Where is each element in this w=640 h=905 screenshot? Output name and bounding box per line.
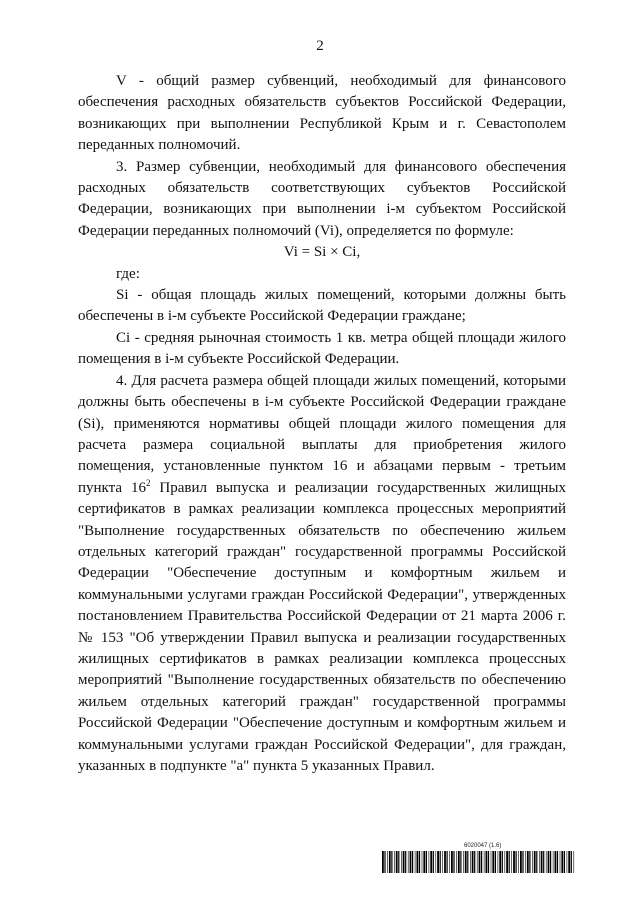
barcode-bar [440, 851, 441, 873]
superscript-2: 2 [145, 477, 151, 488]
barcode-bar [509, 851, 510, 873]
barcode-bar [449, 851, 450, 873]
barcode-bar [557, 851, 558, 873]
barcode-bar [486, 851, 488, 873]
barcode-bar [571, 851, 572, 873]
barcode-bar [419, 851, 420, 873]
barcode-bar [527, 851, 529, 873]
barcode-bar [536, 851, 537, 873]
barcode-bar [382, 851, 384, 873]
paragraph-4-text-part2: Правил выпуска и реализации государственных жилищных сертификатов в рамках реализации комплекса процессных мероприятий "Выполнение государственных обязательств по обеспечению жильем отдельных категорий граждан" государственной программы Российской Федерации "Обеспечение доступным и комфортным жильем и коммунальными услугами граждан Российской Федерации", утвержденных постановлением Правительства Российской Федерации от 21 марта 2006 г. № 153 "Об утверждении Правил выпуска и реализации государственных жилищных сертификатов в рамках реализации комплекса процессных мероприятий "Выполнение государственных обязательств по обеспечению жильем отдельных категорий граждан" государственной программы Российской Федерации "Обеспечение доступным и комфортным жильем и коммунальными услугами граждан Российской Федерации", для граждан, указанных в подпункте "а" пункта 5 указанных Правил. [78, 479, 566, 774]
barcode-bar [525, 851, 526, 873]
barcode-bar [506, 851, 508, 873]
barcode-bar [451, 851, 453, 873]
barcode-bar [396, 851, 398, 873]
definition-si: Si - общая площадь жилых помещений, которыми должны быть обеспечены в i-м субъекте Российской Федерации граждане; [78, 287, 566, 325]
barcode-bar [574, 851, 575, 873]
document-code: 6020047 (1.6) [464, 843, 502, 849]
barcode-bar [555, 851, 557, 873]
barcode-bar [436, 851, 437, 873]
barcode-bar [518, 851, 519, 873]
barcode-bar [405, 851, 406, 873]
definition-ci: Ci - средняя рыночная стоимость 1 кв. метра общей площади жилого помещения в i-м субъекте Российской Федерации. [78, 329, 566, 368]
barcode-bar [467, 851, 468, 873]
barcode-bar [437, 851, 439, 873]
barcode-bar [398, 851, 399, 873]
barcode-bar [429, 851, 430, 873]
barcode-bar [417, 851, 419, 873]
barcode-bar [433, 851, 434, 873]
barcode-bar [470, 851, 471, 873]
barcode-bar [560, 851, 561, 873]
paragraph-v-definition: V - общий размер субвенций, необходимый для финансового обеспечения расходных обязательств субъектов Российской Федерации, возникающих при выполнении Республикой Крым и г. Севастополем переданных полномочий. [78, 73, 566, 154]
barcode-bar [410, 851, 412, 873]
barcode-bar [391, 851, 392, 873]
barcode-bar [389, 851, 391, 873]
barcode-bar [408, 851, 409, 873]
barcode-bar [412, 851, 413, 873]
barcode-bar [430, 851, 432, 873]
barcode-bar [463, 851, 464, 873]
barcode-bar [401, 851, 402, 873]
barcode-bar [541, 851, 543, 873]
barcode-bar [477, 851, 478, 873]
barcode-bar [553, 851, 554, 873]
barcode-bar [539, 851, 540, 873]
barcode-bar [442, 851, 443, 873]
barcode-bar [564, 851, 565, 873]
barcode-bar [491, 851, 492, 873]
barcode-bar [568, 851, 570, 873]
barcode-bar [458, 851, 460, 873]
barcode-bar [384, 851, 385, 873]
barcode-bar [456, 851, 457, 873]
barcode-bar [479, 851, 481, 873]
page-number: 2 [316, 38, 324, 54]
barcode-bar [488, 851, 489, 873]
barcode-bar [520, 851, 522, 873]
barcode-bar [423, 851, 425, 873]
document-body [78, 71, 566, 777]
barcode-bar [513, 851, 515, 873]
barcode-bar [484, 851, 485, 873]
barcode-bar [511, 851, 512, 873]
formula: Vi = Si × Ci, [283, 244, 361, 261]
barcode-bar [472, 851, 474, 873]
barcode-bar [474, 851, 475, 873]
barcode-bar [492, 851, 494, 873]
barcode-bar [534, 851, 536, 873]
barcode-bar [481, 851, 482, 873]
barcode-bar [522, 851, 523, 873]
barcode-bar [403, 851, 405, 873]
barcode-bar [561, 851, 563, 873]
barcode-bar [499, 851, 501, 873]
barcode-bar [387, 851, 388, 873]
barcode-bar [502, 851, 503, 873]
barcode-bar [447, 851, 448, 873]
barcode-bar [444, 851, 446, 873]
paragraph-4-text-part1: 4. Для расчета размера общей площади жилых помещений, которыми должны быть обеспечены в i-м субъекте Российской Федерации граждане (Si), применяются нормативы общей площади жилого помещения для расчета размера социальной выплаты для приобретения жилого помещения, установленные пунктом 16 и абзацами первым - третьим пункта 16 [78, 372, 566, 496]
barcode-bar [532, 851, 533, 873]
barcode-bar [465, 851, 467, 873]
barcode-bar [516, 851, 517, 873]
barcode-bar [548, 851, 550, 873]
barcode-bar [529, 851, 530, 873]
barcode-bar [498, 851, 499, 873]
barcode-bar [495, 851, 496, 873]
paragraph-4 [78, 371, 566, 778]
paragraph-3: 3. Размер субвенции, необходимый для финансового обеспечения расходных обязательств соответствующих субъектов Российской Федерации, возникающих при выполнении i-м субъектом Российской Федерации переданных полномочий (Vi), определяется по формуле: [78, 158, 566, 239]
barcode-image [382, 851, 576, 873]
barcode-bar [415, 851, 416, 873]
where-label: где: [116, 265, 140, 282]
barcode-bar [546, 851, 547, 873]
barcode-bar [453, 851, 454, 873]
barcode-bar [543, 851, 544, 873]
barcode-bar [505, 851, 506, 873]
barcode-bar [422, 851, 423, 873]
barcode-bar [460, 851, 461, 873]
barcode-bar [567, 851, 568, 873]
barcode-bar [426, 851, 427, 873]
barcode-bar [394, 851, 395, 873]
barcode-bar [550, 851, 551, 873]
